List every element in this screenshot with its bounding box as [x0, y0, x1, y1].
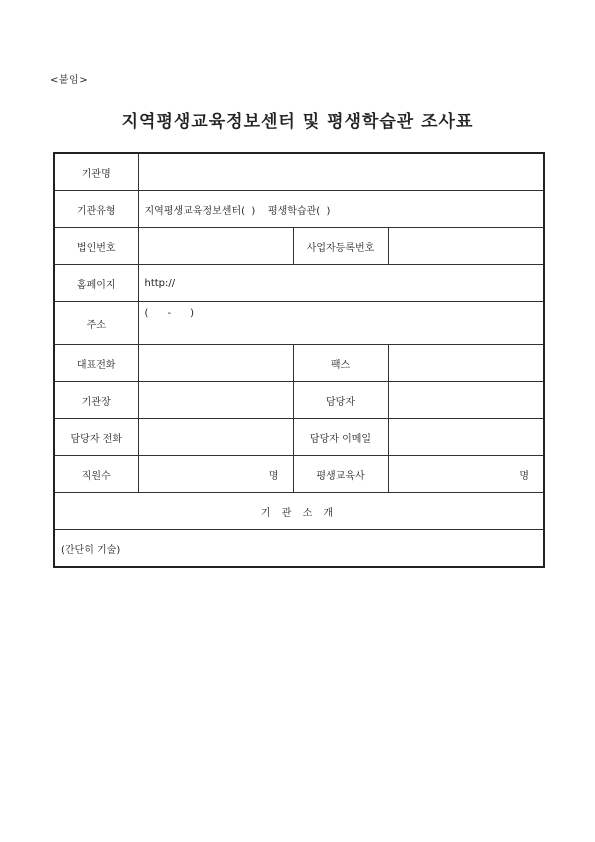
row-main-phone: [54, 345, 544, 382]
fax-label: 팩스: [293, 345, 388, 382]
survey-form-table: [53, 152, 545, 568]
fax-field[interactable]: [388, 345, 544, 382]
main-phone-field[interactable]: [138, 345, 293, 382]
head-label: 기관장: [54, 382, 138, 419]
educators-unit: 명: [519, 470, 529, 482]
row-intro-body: [54, 530, 544, 568]
intro-hint: (간단히 기술): [61, 544, 121, 556]
row-head: [54, 382, 544, 419]
row-address: [54, 302, 544, 345]
manager-label: 담당자: [293, 382, 388, 419]
row-staff: [54, 456, 544, 493]
manager-phone-label: 담당자 전화: [54, 419, 138, 456]
page-title: 지역평생교육정보센터 및 평생학습관 조사표: [121, 112, 474, 132]
intro-textarea[interactable]: [54, 530, 544, 568]
intro-header: 기 관 소 개: [54, 493, 544, 530]
staff-count-field[interactable]: [138, 456, 293, 493]
address-field[interactable]: ( - ): [138, 302, 544, 345]
institution-name-field[interactable]: [138, 153, 544, 191]
business-reg-label: 사업자등록번호: [293, 228, 388, 265]
corp-number-field[interactable]: [138, 228, 293, 265]
homepage-field[interactable]: http://: [138, 265, 544, 302]
row-homepage: [54, 265, 544, 302]
homepage-label: 홈페이지: [54, 265, 138, 302]
institution-name-label: 기관명: [54, 153, 138, 191]
staff-count-label: 직원수: [54, 456, 138, 493]
manager-phone-field[interactable]: [138, 419, 293, 456]
main-phone-label: 대표전화: [54, 345, 138, 382]
staff-count-unit: 명: [268, 470, 279, 482]
attachment-label: <붙임>: [50, 75, 89, 86]
row-corp-number: [54, 228, 544, 265]
row-intro-header: [54, 493, 544, 530]
institution-type-field[interactable]: 지역평생교육정보센터( ) 평생학습관( ): [138, 191, 544, 228]
row-institution-name: [54, 153, 544, 191]
corp-number-label: 법인번호: [54, 228, 138, 265]
institution-type-label: 기관유형: [54, 191, 138, 228]
head-field[interactable]: [138, 382, 293, 419]
business-reg-field[interactable]: [388, 228, 544, 265]
row-institution-type: [54, 191, 544, 228]
educators-label: 평생교육사: [293, 456, 388, 493]
manager-email-label: 담당자 이메일: [293, 419, 388, 456]
row-manager-contact: [54, 419, 544, 456]
address-label: 주소: [54, 302, 138, 345]
manager-field[interactable]: [388, 382, 544, 419]
educators-field[interactable]: [388, 456, 544, 493]
manager-email-field[interactable]: [388, 419, 544, 456]
